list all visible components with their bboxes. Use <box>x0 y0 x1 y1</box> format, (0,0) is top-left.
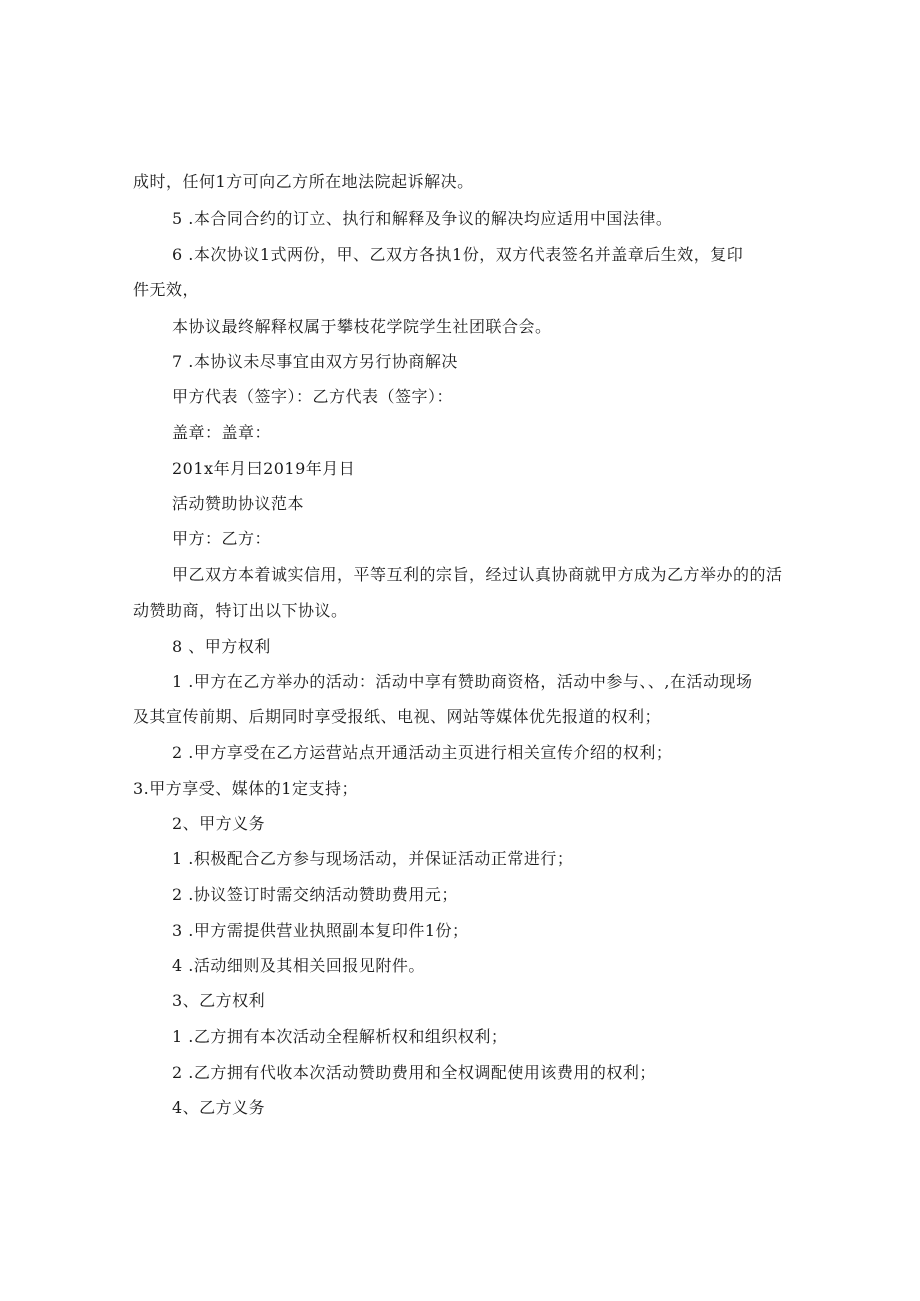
paragraph-line: 及其宣传前期、后期同时享受报纸、电视、网站等媒体优先报道的权利； <box>133 707 662 726</box>
paragraph-line: 甲方：乙方： <box>172 529 272 548</box>
paragraph-line: 本协议最终解释权属于攀枝花学院学生社团联合会。 <box>172 317 552 336</box>
paragraph-line: 盖章：盖章： <box>172 423 272 442</box>
paragraph-line: 2 .乙方拥有代收本次活动赞助费用和全权调配使用该费用的权利； <box>172 1063 656 1082</box>
paragraph-line: 3 .甲方需提供营业执照副本复印件1份； <box>172 921 469 940</box>
paragraph-line: 7 .本协议未尽事宜由双方另行协商解决 <box>172 352 458 371</box>
paragraph-line: 甲方代表（签字）：乙方代表（签字）： <box>172 387 454 406</box>
paragraph-line: 成时，任何1方可向乙方所在地法院起诉解决。 <box>133 172 474 191</box>
section-heading: 4、乙方义务 <box>172 1098 266 1117</box>
paragraph-line: 甲乙双方本着诚实信用，平等互利的宗旨，经过认真协商就甲方成为乙方举办的的活 <box>172 565 783 584</box>
paragraph-line: 1 .甲方在乙方举办的活动：活动中享有赞助商资格，活动中参与、、,在活动现场 <box>172 672 753 691</box>
paragraph-line: 3.甲方享受、媒体的1定支持； <box>133 779 358 798</box>
paragraph-line: 2 .甲方享受在乙方运营站点开通活动主页进行相关宣传介绍的权利； <box>172 743 673 762</box>
paragraph-line: 6 .本次协议1式两份，甲、乙双方各执1份，双方代表签名并盖章后生效，复印 <box>172 245 744 264</box>
paragraph-line: 1 .积极配合乙方参与现场活动，并保证活动正常进行； <box>172 849 574 868</box>
document-title: 活动赞助协议范本 <box>172 494 305 513</box>
section-heading: 8 、甲方权利 <box>172 637 271 656</box>
paragraph-line: 5 .本合同合约的订立、执行和解释及争议的解决均应适用中国法律。 <box>172 209 673 228</box>
paragraph-line: 件无效， <box>133 280 200 299</box>
paragraph-line: 201x年月曰2019年月日 <box>172 459 356 478</box>
paragraph-line: 1 .乙方拥有本次活动全程解析权和组织权利； <box>172 1027 508 1046</box>
paragraph-line: 4 .活动细则及其相关回报见附件。 <box>172 956 425 975</box>
section-heading: 2、甲方义务 <box>172 814 266 833</box>
section-heading: 3、乙方权利 <box>172 991 266 1010</box>
paragraph-line: 动赞助商，特订出以下协议。 <box>133 601 348 620</box>
paragraph-line: 2 .协议签订时需交纳活动赞助费用元； <box>172 885 458 904</box>
